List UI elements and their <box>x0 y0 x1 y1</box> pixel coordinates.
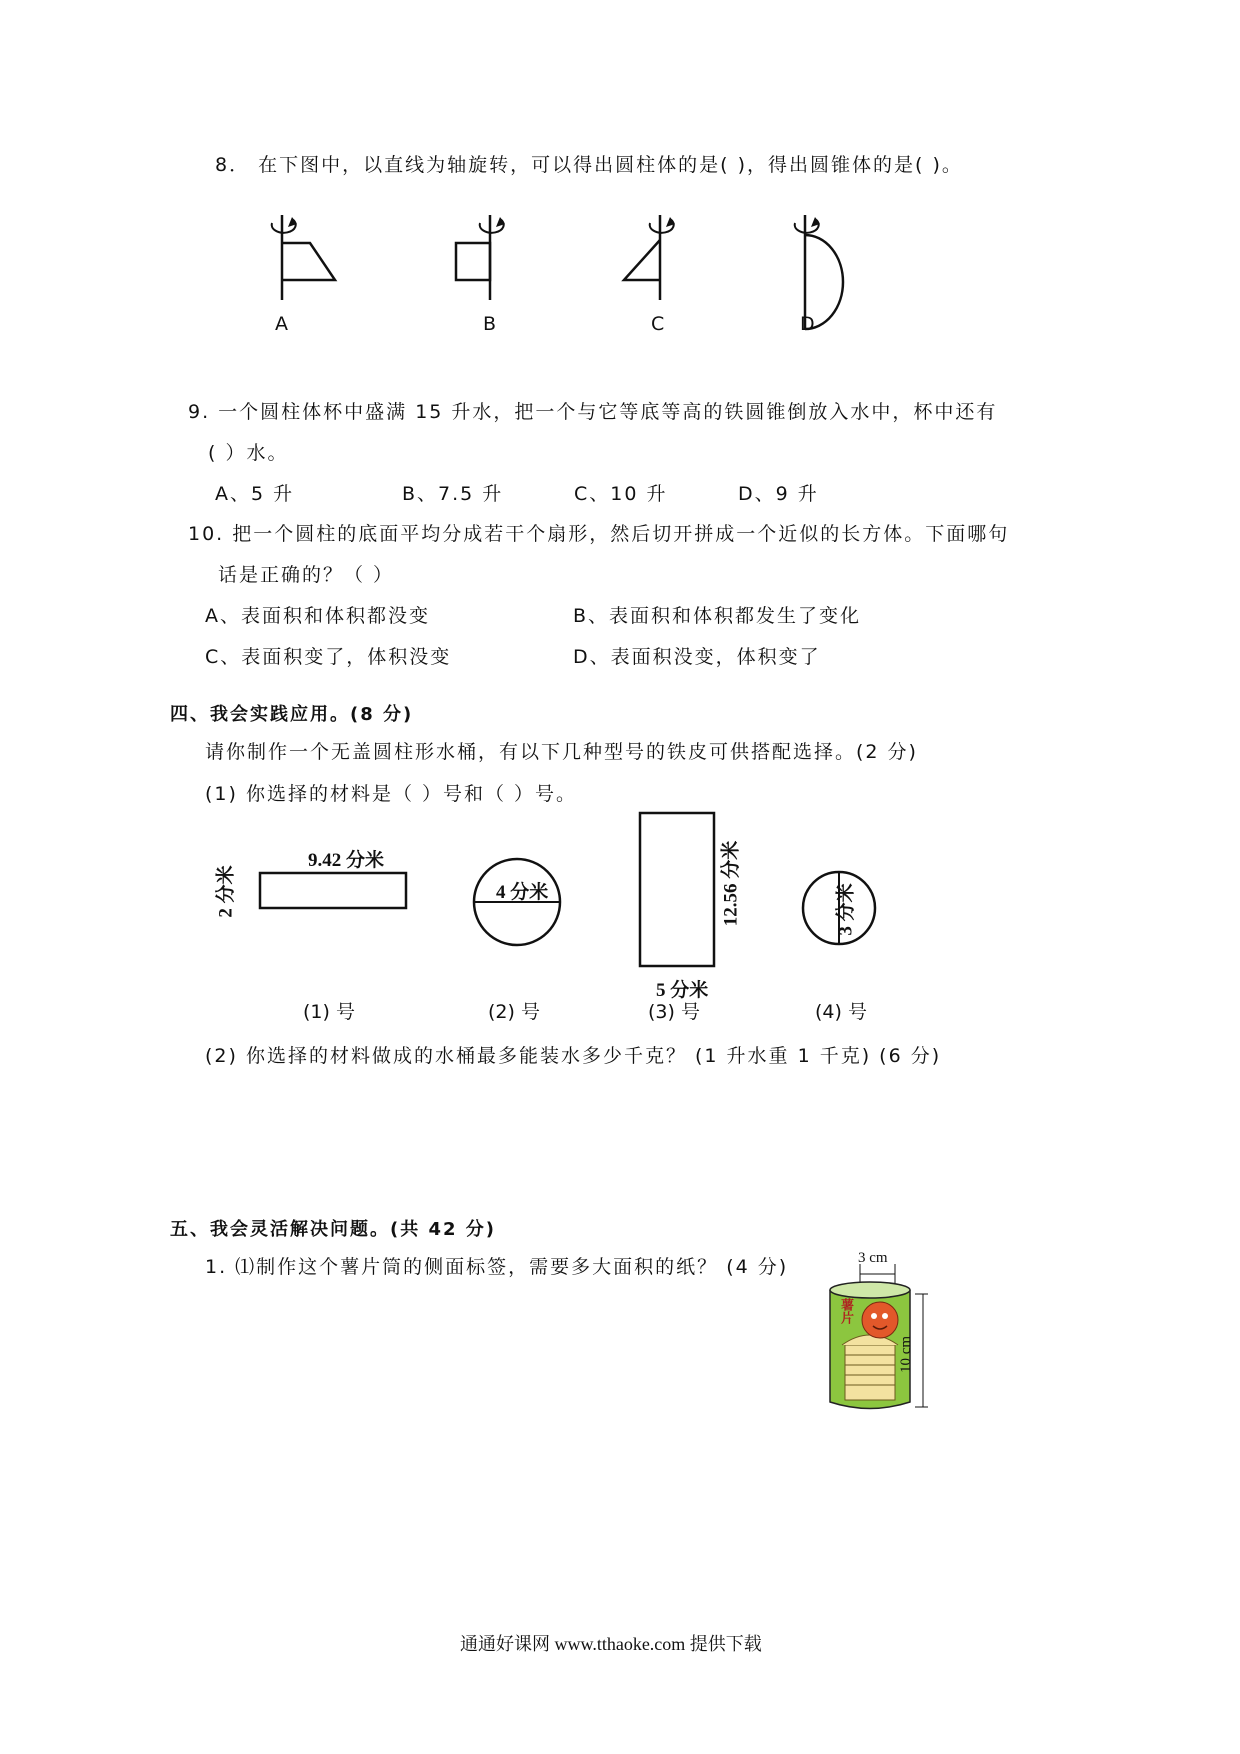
material-3 <box>638 810 718 970</box>
figure-c-label: C <box>651 313 665 335</box>
figure-d <box>780 205 890 340</box>
figure-b-drawing <box>440 205 550 315</box>
q9-line1: 9. 一个圆柱体杯中盛满 15 升水，把一个与它等底等高的铁圆锥倒放入水中，杯中还有 <box>188 401 998 423</box>
q10-line2: 话是正确的？（ ） <box>218 564 395 586</box>
figure-d-label: D <box>800 313 815 335</box>
material-3-side-dim: 12.56 分米 <box>720 840 742 927</box>
q8-text: 8． 在下图中，以直线为轴旋转，可以得出圆柱体的是( )，得出圆锥体的是( )。 <box>215 154 963 176</box>
figure-d-drawing <box>780 205 890 340</box>
figure-a <box>255 205 365 315</box>
q10-option-b: B、表面积和体积都发生了变化 <box>573 605 862 627</box>
chip-can-drawing <box>820 1250 940 1420</box>
figure-b-label: B <box>483 313 497 335</box>
section5-q1: 1. ⑴制作这个薯片筒的侧面标签，需要多大面积的纸？ (4 分) <box>205 1256 789 1278</box>
section4-intro: 请你制作一个无盖圆柱形水桶，有以下几种型号的铁皮可供搭配选择。(2 分) <box>205 741 918 763</box>
q9-option-b: B、7.5 升 <box>402 483 504 505</box>
q9-option-d: D、9 升 <box>738 483 819 505</box>
figure-a-label: A <box>275 313 288 335</box>
q9-option-a: A、5 升 <box>215 483 295 505</box>
material-1-side-dim: 2 分米 <box>215 865 237 918</box>
figure-b <box>440 205 550 315</box>
page-footer: 通通好课网 www.tthaoke.com 提供下载 <box>460 1634 762 1654</box>
material-3-caption: (3) 号 <box>648 1001 700 1023</box>
material-3-drawing <box>638 810 718 970</box>
material-4-dim: 3 分米 <box>835 883 857 936</box>
material-1-caption: (1) 号 <box>303 1001 355 1023</box>
can-brand-label: 薯片 <box>838 1298 853 1324</box>
q10-option-a: A、表面积和体积都没变 <box>205 605 430 627</box>
can-height-label: 10 cm <box>898 1335 915 1374</box>
section4-sub1: (1) 你选择的材料是（ ）号和（ ）号。 <box>205 783 578 805</box>
q9-option-c: C、10 升 <box>574 483 668 505</box>
section5-heading: 五、我会灵活解决问题。(共 42 分) <box>170 1219 497 1240</box>
section4-sub2: (2) 你选择的材料做成的水桶最多能装水多少千克？ (1 升水重 1 千克) (6 分) <box>205 1045 942 1067</box>
can-width-label: 3 cm <box>858 1250 888 1266</box>
material-2-caption: (2) 号 <box>488 1001 540 1023</box>
material-1-top-dim: 9.42 分米 <box>308 850 385 871</box>
q10-option-c: C、表面积变了，体积没变 <box>205 646 452 668</box>
material-3-bottom-dim: 5 分米 <box>656 980 709 1001</box>
chip-can-illustration <box>820 1250 940 1420</box>
figure-c-drawing <box>610 205 720 315</box>
q9-line2: ( ）水。 <box>208 442 289 464</box>
figure-c <box>610 205 720 315</box>
q10-option-d: D、表面积没变，体积变了 <box>573 646 821 668</box>
q10-line1: 10. 把一个圆柱的底面平均分成若干个扇形，然后切开拼成一个近似的长方体。下面哪句 <box>188 523 1010 545</box>
material-2-dim: 4 分米 <box>496 882 549 903</box>
material-4-caption: (4) 号 <box>815 1001 867 1023</box>
figure-a-drawing <box>255 205 365 315</box>
section4-heading: 四、我会实践应用。(8 分) <box>170 704 414 725</box>
